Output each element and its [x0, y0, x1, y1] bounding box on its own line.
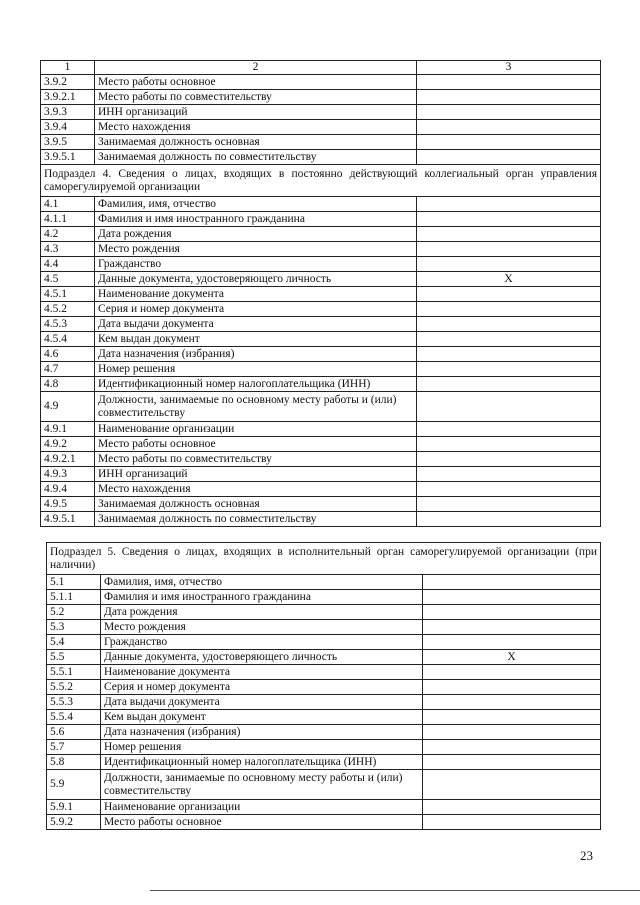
row-number: 5.1	[47, 575, 101, 590]
table-row	[41, 272, 601, 287]
row-label: Место рождения	[95, 242, 417, 257]
table-row	[47, 605, 601, 620]
row-number: 4.5.1	[41, 287, 95, 302]
table-row	[41, 422, 601, 437]
row-number: 3.9.3	[41, 105, 95, 120]
row-label: Занимаемая должность по совместительству	[95, 512, 417, 527]
row-number: 4.8	[41, 377, 95, 392]
row-number: 4.5.4	[41, 332, 95, 347]
table-row	[41, 105, 601, 120]
row-value-cell	[417, 257, 601, 272]
row-label: Занимаемая должность основная	[95, 135, 417, 150]
column-header-3: 3	[417, 61, 601, 75]
row-number: 4.9.4	[41, 482, 95, 497]
table-row	[41, 377, 601, 392]
row-number: 4.3	[41, 242, 95, 257]
row-number: 3.9.4	[41, 120, 95, 135]
registry-table-upper-body	[41, 61, 601, 527]
row-value-cell	[423, 755, 601, 770]
row-label: Дата рождения	[95, 227, 417, 242]
row-label: Место работы по совместительству	[95, 90, 417, 105]
row-label: Дата назначения (избрания)	[101, 725, 423, 740]
row-number: 5.5.1	[47, 665, 101, 680]
row-number: 5.1.1	[47, 590, 101, 605]
row-number: 4.5.3	[41, 317, 95, 332]
row-value-cell	[423, 635, 601, 650]
row-number: 5.5	[47, 650, 101, 665]
row-value-cell: X	[423, 650, 601, 665]
row-number: 4.9.5.1	[41, 512, 95, 527]
row-label: Занимаемая должность по совместительству	[95, 150, 417, 165]
row-value-cell	[423, 770, 601, 800]
row-value-cell	[417, 467, 601, 482]
table-row	[41, 150, 601, 165]
row-value-cell	[417, 347, 601, 362]
row-value-cell	[417, 120, 601, 135]
row-value-cell	[423, 710, 601, 725]
row-value-cell	[417, 497, 601, 512]
row-label: Идентификационный номер налогоплательщика (ИНН)	[101, 755, 423, 770]
row-label: Фамилия, имя, отчество	[95, 197, 417, 212]
row-number: 4.9.1	[41, 422, 95, 437]
row-value-cell	[417, 90, 601, 105]
table-row	[47, 725, 601, 740]
row-label: Место работы по совместительству	[95, 452, 417, 467]
row-number: 5.9	[47, 770, 101, 800]
row-number: 3.9.5.1	[41, 150, 95, 165]
table-row	[41, 120, 601, 135]
row-value-cell	[417, 512, 601, 527]
column-header-row	[41, 61, 601, 75]
row-number: 4.6	[41, 347, 95, 362]
row-number: 4.9.5	[41, 497, 95, 512]
row-value-cell	[417, 242, 601, 257]
table-row	[41, 317, 601, 332]
table-row	[41, 437, 601, 452]
section-4-heading-text: Подраздел 4. Сведения о лицах, входящих в постоянно действующий коллегиальный орган управления саморегулируемой организации	[41, 165, 601, 197]
row-number: 4.4	[41, 257, 95, 272]
row-label: Наименование организации	[101, 800, 423, 815]
row-label: Наименование организации	[95, 422, 417, 437]
column-header-2: 2	[95, 61, 417, 75]
row-number: 3.9.2.1	[41, 90, 95, 105]
row-number: 5.6	[47, 725, 101, 740]
row-label: Наименование документа	[95, 287, 417, 302]
table-row	[41, 90, 601, 105]
row-value-cell	[417, 317, 601, 332]
table-row	[47, 680, 601, 695]
table-row	[47, 575, 601, 590]
registry-table-upper	[40, 60, 601, 527]
table-row	[41, 287, 601, 302]
row-value-cell	[417, 197, 601, 212]
row-value-cell	[417, 392, 601, 422]
row-number: 3.9.2	[41, 75, 95, 90]
column-header-1: 1	[41, 61, 95, 75]
table-row	[47, 815, 601, 830]
row-number: 4.1.1	[41, 212, 95, 227]
row-value-cell	[417, 302, 601, 317]
table-row	[47, 800, 601, 815]
table-row	[47, 665, 601, 680]
row-value-cell	[417, 422, 601, 437]
row-label: Номер решения	[95, 362, 417, 377]
row-label: Данные документа, удостоверяющего личность	[101, 650, 423, 665]
row-label: Место работы основное	[95, 75, 417, 90]
row-value-cell	[417, 287, 601, 302]
table-row	[41, 302, 601, 317]
row-value-cell	[423, 725, 601, 740]
row-label: ИНН организаций	[95, 105, 417, 120]
row-label: Фамилия и имя иностранного гражданина	[95, 212, 417, 227]
table-row	[41, 332, 601, 347]
row-number: 4.5.2	[41, 302, 95, 317]
row-label: Должности, занимаемые по основному месту работы и (или) совместительству	[101, 770, 423, 800]
row-value-cell	[423, 800, 601, 815]
row-label: Дата назначения (избрания)	[95, 347, 417, 362]
row-label: ИНН организаций	[95, 467, 417, 482]
table-row	[41, 135, 601, 150]
table-row	[47, 590, 601, 605]
row-value-cell	[417, 482, 601, 497]
row-label: Место нахождения	[95, 482, 417, 497]
row-number: 4.7	[41, 362, 95, 377]
row-label: Номер решения	[101, 740, 423, 755]
row-label: Наименование документа	[101, 665, 423, 680]
row-value-cell	[423, 680, 601, 695]
row-value-cell	[423, 620, 601, 635]
table-row	[41, 482, 601, 497]
row-number: 3.9.5	[41, 135, 95, 150]
table-row	[47, 635, 601, 650]
registry-table-lower-body	[47, 543, 601, 830]
table-row	[47, 740, 601, 755]
row-value-cell	[417, 75, 601, 90]
table-row	[41, 347, 601, 362]
row-number: 5.5.3	[47, 695, 101, 710]
row-value-cell	[417, 150, 601, 165]
row-value-cell	[417, 212, 601, 227]
row-value-cell	[417, 135, 601, 150]
row-number: 5.5.4	[47, 710, 101, 725]
footer-rule	[150, 890, 640, 891]
row-number: 4.9.3	[41, 467, 95, 482]
row-number: 5.2	[47, 605, 101, 620]
row-label: Должности, занимаемые по основному месту работы и (или) совместительству	[95, 392, 417, 422]
table-row	[41, 467, 601, 482]
row-label: Дата выдачи документа	[95, 317, 417, 332]
table-row	[41, 452, 601, 467]
table-row	[41, 392, 601, 422]
row-number: 5.9.2	[47, 815, 101, 830]
row-value-cell	[423, 665, 601, 680]
row-label: Место нахождения	[95, 120, 417, 135]
row-value-cell	[423, 815, 601, 830]
row-label: Гражданство	[95, 257, 417, 272]
row-number: 4.2	[41, 227, 95, 242]
row-label: Место работы основное	[101, 815, 423, 830]
row-number: 5.5.2	[47, 680, 101, 695]
registry-table-lower	[46, 542, 601, 830]
table-row	[41, 75, 601, 90]
row-number: 5.8	[47, 755, 101, 770]
row-number: 5.9.1	[47, 800, 101, 815]
row-number: 4.5	[41, 272, 95, 287]
section-5-heading-text: Подраздел 5. Сведения о лицах, входящих в исполнительный орган саморегулируемой организации (при наличии)	[47, 543, 601, 575]
table-row	[41, 362, 601, 377]
row-value-cell	[423, 695, 601, 710]
row-label: Место работы основное	[95, 437, 417, 452]
row-number: 4.9.2.1	[41, 452, 95, 467]
table-row	[47, 755, 601, 770]
row-label: Кем выдан документ	[101, 710, 423, 725]
row-label: Фамилия, имя, отчество	[101, 575, 423, 590]
page-number: 23	[580, 848, 593, 863]
table-row	[41, 197, 601, 212]
row-label: Занимаемая должность основная	[95, 497, 417, 512]
row-number: 5.3	[47, 620, 101, 635]
row-value-cell	[423, 605, 601, 620]
table-row	[41, 227, 601, 242]
table-row	[41, 497, 601, 512]
row-label: Гражданство	[101, 635, 423, 650]
row-label: Дата рождения	[101, 605, 423, 620]
table-row	[41, 212, 601, 227]
row-label: Серия и номер документа	[101, 680, 423, 695]
row-value-cell	[417, 105, 601, 120]
row-value-cell	[417, 452, 601, 467]
row-number: 4.9.2	[41, 437, 95, 452]
row-value-cell	[417, 437, 601, 452]
table-row	[47, 770, 601, 800]
row-number: 5.7	[47, 740, 101, 755]
table-row	[41, 257, 601, 272]
table-row	[41, 512, 601, 527]
row-label: Серия и номер документа	[95, 302, 417, 317]
row-value-cell	[423, 575, 601, 590]
row-value-cell	[417, 227, 601, 242]
section-5-heading	[47, 543, 601, 575]
table-row	[41, 242, 601, 257]
row-label: Дата выдачи документа	[101, 695, 423, 710]
row-label: Место рождения	[101, 620, 423, 635]
row-value-cell	[423, 740, 601, 755]
row-label: Кем выдан документ	[95, 332, 417, 347]
row-number: 4.9	[41, 392, 95, 422]
row-number: 4.1	[41, 197, 95, 212]
table-row	[47, 695, 601, 710]
row-value-cell	[417, 377, 601, 392]
row-label: Фамилия и имя иностранного гражданина	[101, 590, 423, 605]
row-value-cell	[423, 590, 601, 605]
table-row	[47, 620, 601, 635]
table-row	[47, 650, 601, 665]
table-row	[47, 710, 601, 725]
row-label: Идентификационный номер налогоплательщика (ИНН)	[95, 377, 417, 392]
section-4-heading	[41, 165, 601, 197]
row-value-cell	[417, 362, 601, 377]
row-label: Данные документа, удостоверяющего личность	[95, 272, 417, 287]
row-number: 5.4	[47, 635, 101, 650]
row-value-cell: X	[417, 272, 601, 287]
row-value-cell	[417, 332, 601, 347]
